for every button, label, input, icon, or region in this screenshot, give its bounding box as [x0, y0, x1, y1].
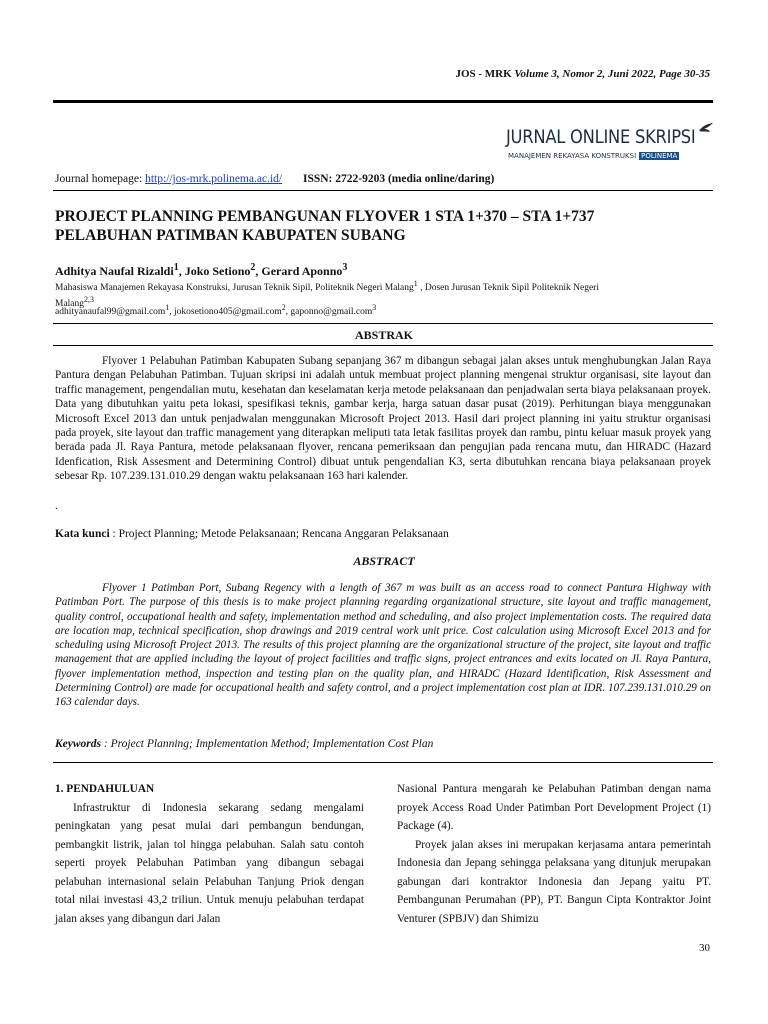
author-name: Joko Setiono	[184, 264, 251, 278]
email: gaponno@gmail.com	[290, 307, 373, 318]
affiliations: Mahasiswa Manajemen Rekayasa Konstruksi, Jurusan Teknik Sipil, Politeknik Negeri Malang$^1$ , Dosen Jurusan Teknik Sipil Politeknik Negeri Malang$^{2,3}$	[55, 279, 599, 310]
body-column-left	[55, 780, 364, 928]
homepage-line	[55, 173, 494, 185]
journal-abbr: JOS - MRK	[455, 68, 512, 80]
keywords-text: : Project Planning; Implementation Method; Implementation Cost Plan	[101, 738, 434, 750]
abstract-heading: ABSTRACT	[353, 554, 415, 568]
homepage-label: Journal homepage:	[55, 173, 146, 185]
title-line-2: PELABUHAN PATIMBAN KABUPATEN SUBANG	[55, 227, 406, 244]
issn: ISSN: 2722-9203 (media online/daring)	[302, 173, 495, 185]
kata-kunci-label: Kata kunci	[55, 528, 110, 540]
running-header	[455, 68, 710, 80]
affiliation-3: Malang	[55, 299, 85, 310]
homepage-rule	[53, 190, 713, 191]
section-heading: 1. PENDAHULUAN	[55, 783, 155, 795]
kata-kunci	[55, 528, 449, 540]
author-name: Adhitya Naufal Rizaldi	[55, 264, 174, 278]
abstrak-body: Flyover 1 Pelabuhan Patimban Kabupaten Subang sepanjang 367 m dibangun sebagai jalan akses untuk menghubungkan Jalan Raya Pantura dengan Pelabuhan Patimban. Tujuan skripsi ini adalah untuk membuat project planning mengenai struktur organisasi, site layout dan traffic management, pengendalian mutu, kesehatan dan keselamatan kerja metode pelaksanaan dan penjadwalan serta biaya pelaksanaan proyek. Data yang dibutuhkan yaitu peta lokasi, spesifikasi teknis, gambar kerja, harga satuan dasar pusat (2019). Perhitungan biaya menggunakan Microsoft Excel 2013 dan untuk penjadwalan menggunakan Microsoft Project 2013. Hasil dari project planning ini yaitu struktur organisasi pada proyek, site layout dan traffic management yang diterapkan meliputi tata letak fasilitas proyek dan rambu, pintu keluar masuk proyek yang berada pada Jl. Raya Pantura, metode pelaksanaan flyover, rencana pemeriksaan dan pengujian pada rencana mutu, dan HIRADC (Hazard Idenfication, Risk Assesment and Determining Control) dibuat untuk pengendalian K3, serta dibutuhkan rencana biaya pelaksanaan proyek sebesar Rp. 107.239.131.010.29 dengan waktu pelaksanaan 163 hari kalender.	[55, 355, 711, 483]
author-sup: 2	[250, 262, 256, 273]
body-column-right	[397, 780, 711, 928]
keywords-label: Keywords	[55, 738, 101, 750]
logo-subtitle-text: MANAJEMEN REKAYASA KONSTRUKSI	[508, 152, 637, 160]
logo-title: JURNAL ONLINE SKRIPSI	[506, 126, 696, 148]
affiliation-2: , Dosen Jurusan Teknik Sipil Politeknik Negeri	[417, 283, 599, 294]
keywords	[55, 738, 433, 750]
email: jokosetiono405@gmail.com	[174, 307, 282, 318]
author-name: Gerard Aponno	[261, 264, 343, 278]
journal-logo	[506, 122, 716, 170]
abstract-body: Flyover 1 Patimban Port, Subang Regency with a length of 367 m was built as an access road to connect Pantura Highway with Patimban Port. The purpose of this thesis is to make project planning regarding organizational structure, site layout and traffic management, quality control, occupational health and safety, implementation method and scheduling, and also project implementation costs. The required data are location map, technical specification, shop drawings and 2019 central work unit price. Cost calculation using Microsoft Excel 2013 and for scheduling using Microsoft Project 2013. The results of this project planning are the organizational structure of the project, site layout and traffic management that are applied including the layout of project facilities and traffic signs, project entrances and exits located on Jl. Raya Pantura, flyover implementation method, inspection and testing plan on the quality plan, and HIRADC (Hazard Identification, Risk Assessment and Determining Control) are made for occupational health and safety control, and a project implementation cost plan at IDR. 107.239.131.010.29 on 163 calendar days.	[55, 582, 711, 709]
abstrak-rule-top	[53, 323, 713, 324]
keywords-rule	[53, 762, 713, 763]
author-list: Adhitya Naufal Rizaldi$^1$, Joko Setiono$^2$, Gerard Aponno$^3$	[55, 262, 348, 278]
paragraph: Nasional Pantura mengarah ke Pelabuhan Patimban dengan nama proyek Access Road Under Patimban Port Development Project (1) Package (4).	[397, 783, 711, 832]
volume-info: Volume 3, Nomor 2, Juni 2022, Page 30-35	[514, 68, 710, 80]
paragraph: Proyek jalan akses ini merupakan kerjasama antara pemerintah Indonesia dan Jepang sehingga pelaksana yang ditunjuk merupakan gabungan dari kontraktor Indonesia dan Jepang yaitu PT. Pembangunan Perumahan (PP), PT. Bangun Cipta Kontraktor Joint Venturer (SPBJV) dan Shimizu	[397, 838, 711, 925]
homepage-link[interactable]: http://jos-mrk.polinema.ac.id/	[145, 173, 283, 185]
abstrak-heading: ABSTRAK	[354, 328, 413, 342]
bird-icon	[698, 122, 714, 136]
paper-title	[55, 207, 715, 245]
paragraph: Infrastruktur di Indonesia sekarang sedang mengalami peningkatan yang pesat mulai dari pembangun bendungan, pembangkit listrik, jalan tol hingga pelabuhan. Salah satu contoh seperti proyek Pelabuhan Patimban yang dibangun sebagai pelabuhan internasional selain Pelabuhan Tanjung Priok dengan total nilai investasi 43,2 triliun. Untuk menuju pelabuhan terdapat jalan akses yang dibangun dari Jalan	[55, 801, 364, 925]
email: adhityanaufal99@gmail.com	[55, 307, 166, 318]
page-number: 30	[699, 942, 710, 954]
abstrak-trailing: .	[55, 500, 58, 512]
author-sup: 3	[342, 262, 348, 273]
affiliation-1: Mahasiswa Manajemen Rekayasa Konstruksi, Jurusan Teknik Sipil, Politeknik Negeri Malang	[55, 283, 414, 294]
logo-subtitle	[508, 152, 679, 160]
kata-kunci-text: : Project Planning; Metode Pelaksanaan; Rencana Anggaran Pelaksanaan	[109, 528, 449, 540]
logo-org: POLINEMA	[641, 152, 678, 160]
abstrak-rule-bottom	[53, 345, 713, 346]
author-emails: adhityanaufal99@gmail.com$^1$, jokosetiono405@gmail.com$^2$, gaponno@gmail.com$^3$	[55, 303, 377, 318]
header-rule	[53, 100, 713, 103]
author-sup: 1	[173, 262, 179, 273]
title-line-1: PROJECT PLANNING PEMBANGUNAN FLYOVER 1 STA 1+370 – STA 1+737	[55, 208, 595, 225]
